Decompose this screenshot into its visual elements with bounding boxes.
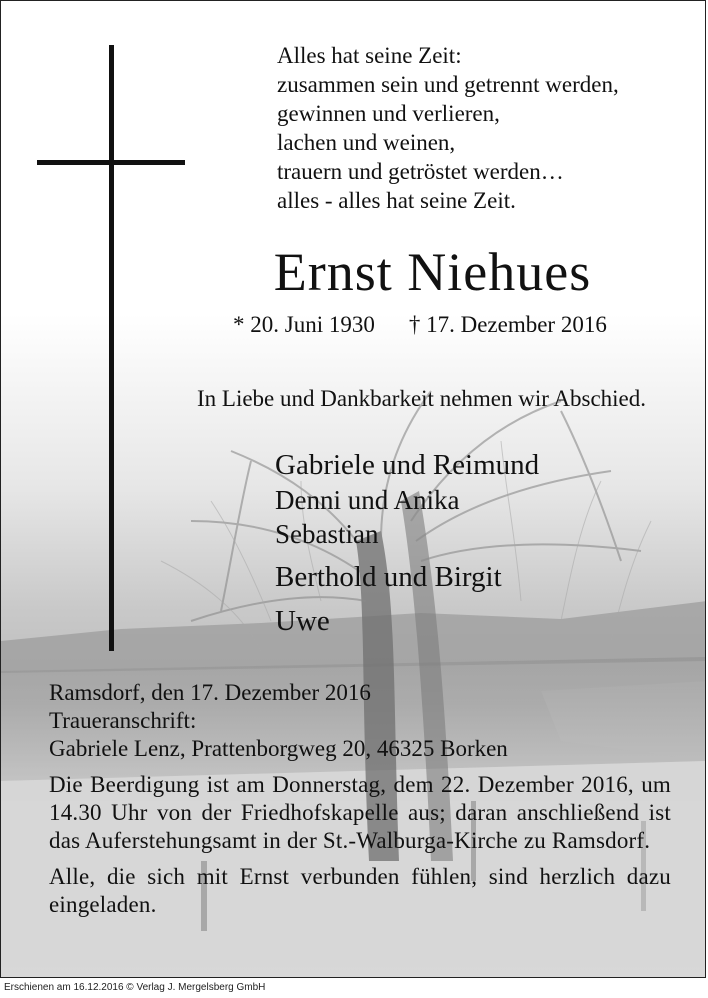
cross-horizontal-bar bbox=[37, 160, 185, 165]
farewell-text: In Liebe und Dankbarkeit nehmen wir Abschied. bbox=[197, 386, 647, 411]
publication-footer: Erschienen am 16.12.2016 © Verlag J. Mergelsberg GmbH bbox=[4, 982, 266, 993]
poem-line: Alles hat seine Zeit: bbox=[277, 43, 462, 68]
family-group: Gabriele und Reimund bbox=[275, 449, 540, 481]
poem-line: gewinnen und verlieren, bbox=[277, 101, 500, 126]
funeral-info: Die Beerdigung ist am Donnerstag, dem 22. Dezember 2016, um 14.30 Uhr von der Friedhofskapelle aus; daran anschließend ist das Auferstehungsamt in der St.-Walburga-Kirche zu Ramsdorf. bbox=[49, 772, 671, 853]
service-details bbox=[49, 679, 671, 919]
cross-vertical-bar bbox=[109, 45, 114, 651]
invitation-text: Alle, die sich mit Ernst verbunden fühlen, sind herzlich dazu eingeladen. bbox=[49, 864, 671, 917]
poem-line: zusammen sein und getrennt werden, bbox=[277, 72, 619, 97]
mourning-address: Gabriele Lenz, Prattenborgweg 20, 46325 Borken bbox=[49, 736, 508, 761]
family-member: Sebastian bbox=[275, 519, 379, 549]
place-date: Ramsdorf, den 17. Dezember 2016 bbox=[49, 680, 371, 705]
family-group: Uwe bbox=[275, 605, 330, 637]
poem-line: alles - alles hat seine Zeit. bbox=[277, 188, 516, 213]
death-date: † 17. Dezember 2016 bbox=[408, 312, 607, 337]
family-list bbox=[275, 447, 695, 639]
poem-line: trauern und getröstet werden… bbox=[277, 159, 564, 184]
deceased-name: Ernst Niehues bbox=[273, 242, 592, 302]
family-member: Denni und Anika bbox=[275, 485, 460, 515]
birth-date: * 20. Juni 1930 bbox=[233, 312, 375, 337]
address-label: Traueranschrift: bbox=[49, 708, 197, 733]
life-dates bbox=[233, 311, 693, 339]
poem-line: lachen und weinen, bbox=[277, 130, 456, 155]
family-group: Berthold und Birgit bbox=[275, 561, 502, 593]
poem bbox=[277, 41, 697, 215]
